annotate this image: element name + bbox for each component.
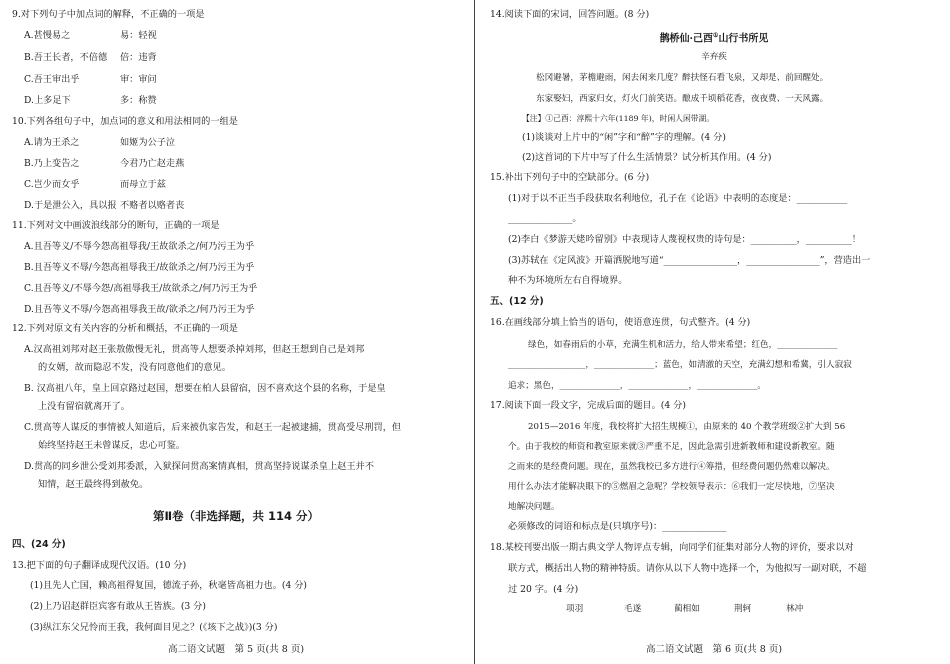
q9-option-d-gloss: 多：称赞 xyxy=(120,95,157,106)
q18-name-2: 毛遂 xyxy=(624,604,642,614)
q10-option-c: C.岂少而女乎 xyxy=(24,179,80,190)
poem-line-1: 松冈避暑，茅檐避雨，闲去闲来几度？醉扶怪石看飞泉，又却是、前回醒处。 xyxy=(536,73,829,83)
q10-stem: 10.下列各组句子中，加点词的意义和用法相同的一组是 xyxy=(12,116,238,127)
q12-option-d-line1: D.贯高的同乡泄公受刘邦委派，入狱探问贯高案情真相，贯高坚持说谋杀皇上赵王并不 xyxy=(24,461,374,472)
q16-passage-line-2: __________________，______________；蓝色，如清澈的天空，充满幻想和希冀，引人寂寂 xyxy=(508,360,852,370)
q13-sentence-3: (3)纵江东父兄怜而王我，我何面目见之？(《垓下之战》)(3 分) xyxy=(30,622,278,633)
q15-stem: 15.补出下列句子中的空缺部分。(6 分) xyxy=(490,172,650,183)
q9-stem: 9.对下列句子中加点词的解释，不正确的一项是 xyxy=(12,9,205,20)
q12-option-d-line2: 知情，赵王最终得到赦免。 xyxy=(38,479,149,490)
section-5-heading: 五、(12 分) xyxy=(490,296,544,307)
q18-line-3: 过 20 字。(4 分) xyxy=(508,584,579,595)
q9-option-a-gloss: 易：轻视 xyxy=(120,30,157,41)
q11-stem: 11.下列对文中画波浪线部分的断句，正确的一项是 xyxy=(12,220,220,231)
q9-option-b-gloss: 倍：违背 xyxy=(120,52,157,63)
q9-option-b: B.吾王长者，不倍德 xyxy=(24,52,108,63)
q17-stem: 17.阅读下面一段文字，完成后面的题目。(4 分) xyxy=(490,400,686,411)
q17-passage-line-4: 用什么办法才能解决眼下的⑤燃眉之急呢？学校领导表示：⑥我们一定尽快地，⑦坚决 xyxy=(508,482,835,492)
q11-option-d: D.且吾等义不辱/今怨高祖辱我王故/欲杀之/何乃污王为乎 xyxy=(24,304,255,315)
q18-name-4: 荆轲 xyxy=(734,604,752,614)
q10-option-d: D.于是泄公入，具以报 xyxy=(24,200,117,211)
q18-name-3: 蔺相如 xyxy=(674,604,700,614)
q18-line-2: 联方式，概括出人物的精神特质。请你从以下人物中选择一个，为他拟写一副对联，不超 xyxy=(508,563,867,574)
poem-title xyxy=(478,30,950,45)
q12-option-a-line1: A.汉高祖刘邦对赵王张敖傲慢无礼，贯高等人想要杀掉刘邦，但赵王想到自己是刘邦 xyxy=(24,344,365,355)
q9-option-d: D.上多足下 xyxy=(24,95,71,106)
q14-sub-1: (1)谈谈对上片中的“闲”字和“醉”字的理解。(4 分) xyxy=(522,132,726,143)
q11-option-a: A.且吾等义/不辱今怨高祖辱我/王故欲杀之/何乃污王为乎 xyxy=(24,241,255,252)
q14-sub-2: (2)这首词的下片中写了什么生活情景？试分析其作用。(4 分) xyxy=(522,152,772,163)
q13-sentence-1: (1)且先人亡国，赖高祖得复国，德流子孙，秋毫皆高祖力也。(4 分) xyxy=(30,580,308,591)
q12-option-b-line2: 上没有留宿就离开了。 xyxy=(38,401,130,412)
page-6-footer: 高二语文试题 第 6 页(共 8 页) xyxy=(645,644,783,655)
q9-option-c: C.吾王审出乎 xyxy=(24,74,80,85)
q13-stem: 13.把下面的句子翻译成现代汉语。(10 分) xyxy=(12,560,187,571)
q15-sub-1: (1)对于以不正当手段获取名利地位，孔子在《论语》中表明的态度是：___________ xyxy=(508,193,848,204)
q11-option-b: B.且吾等义不辱/今怨高祖辱我王/故欲杀之/何乃污王为乎 xyxy=(24,262,255,273)
q15-sub-2: (2)李白《梦游天姥吟留别》中表现诗人蔑视权贵的诗句是：__________，__________！ xyxy=(508,234,861,245)
q9-option-a: A.甚慢易之 xyxy=(24,30,71,41)
q12-option-a-line2: 的女婿，故而隐忍不发，没有同意他们的意见。 xyxy=(38,362,231,373)
q10-option-d-pair: 不赂者以赂者丧 xyxy=(120,200,185,211)
page-5-footer: 高二语文试题 第 5 页(共 8 页) xyxy=(167,644,305,655)
q17-passage-line-3: 之而来的是经费问题。现在，虽然我校已多方进行④筹措，但经费问题仍然难以解决。 xyxy=(508,462,835,472)
q12-option-c-line2: 始终坚持赵王未曾谋反，忠心可鉴。 xyxy=(38,440,185,451)
q17-passage-line-2: 个。由于我校的师资和教室原来就③严重不足，因此急需引进新教师和建设新教室。随 xyxy=(508,442,835,452)
poem-note: 【注】①己酉：淳熙十六年(1189 年)，时闲人闲带湖。 xyxy=(522,114,715,123)
q12-option-c-line1: C.贯高等人谋反的事情被人知道后，后来被仇家告发，和赵王一起被逮捕，贯高受尽刑罚，但 xyxy=(24,422,402,433)
section-4-heading: 四、(24 分) xyxy=(12,539,66,550)
q15-sub-1-blank: ______________。 xyxy=(508,213,582,224)
poem-line-2: 东家娶妇，西家归女，灯火门前笑语。酿成千顷稻花香，夜夜费、一天风露。 xyxy=(536,94,829,104)
poem-title-main: 鹊桥仙·己酉 xyxy=(659,33,714,45)
q17-answer-prompt: 必须修改的词语和标点是(只填序号)：______________ xyxy=(508,521,727,532)
poem-author: 辛弃疾 xyxy=(701,52,727,62)
q15-sub-3-cont: 种不为环境所左右自得境界。 xyxy=(508,275,628,286)
q10-option-c-pair: 而母立于兹 xyxy=(120,179,166,190)
q18-line-1: 18.某校刊要出版一期古典文学人物评点专辑，向同学们征集对部分人物的评价，要求以对 xyxy=(490,542,854,553)
poem-title-tail: 山行书所见 xyxy=(718,33,769,45)
page-6 xyxy=(478,0,950,664)
q10-option-a: A.请为王杀之 xyxy=(24,137,80,148)
q13-sentence-2: (2)上乃诏赵群臣宾客有敢从王皆族。(3 分) xyxy=(30,601,206,612)
q15-sub-3: (3)苏轼在《定风波》开篇洒脱地写道“________________，________________”，营造出一 xyxy=(508,255,871,266)
q12-stem: 12.下列对原文有关内容的分析和概括，不正确的一项是 xyxy=(12,323,238,334)
q17-passage-line-1: 2015—2016 年度，我校将扩大招生规模①，由原来的 40 个教学班级②扩大到 56 xyxy=(528,422,846,432)
q16-passage-line-1: 绿色，如春雨后的小草，充满生机和活力，给人带来希望；红色，______________ xyxy=(528,340,838,350)
q18-name-1: 项羽 xyxy=(566,604,584,614)
q14-stem: 14.阅读下面的宋词，回答问题。(8 分) xyxy=(490,9,650,20)
q16-passage-line-3: 追求；黑色，______________，______________，______________。 xyxy=(508,381,766,391)
q10-option-a-pair: 如姬为公子泣 xyxy=(120,137,176,148)
q18-name-5: 林冲 xyxy=(786,604,804,614)
q16-stem: 16.在画线部分填上恰当的语句，使语意连贯，句式整齐。(4 分) xyxy=(490,317,751,328)
q17-passage-line-5: 地解决问题。 xyxy=(508,502,560,512)
poem-title-note-mark: ① xyxy=(713,32,719,39)
q10-option-b: B.乃上变告之 xyxy=(24,158,80,169)
volume-2-title: 第Ⅱ卷（非选择题，共 114 分） xyxy=(152,509,320,523)
page-divider xyxy=(474,0,475,664)
q9-option-c-gloss: 审：审问 xyxy=(120,74,157,85)
page-5 xyxy=(0,0,472,664)
q11-option-c: C.且吾等义/不辱今怨/高祖辱我王/故欲杀之/何乃污王为乎 xyxy=(24,283,258,294)
q12-option-b-line1: B. 汉高祖八年，皇上回京路过赵国，想要在柏人县留宿，因不喜欢这个县的名称，于是皇 xyxy=(24,383,386,394)
q10-option-b-pair: 今君乃亡赵走燕 xyxy=(120,158,185,169)
